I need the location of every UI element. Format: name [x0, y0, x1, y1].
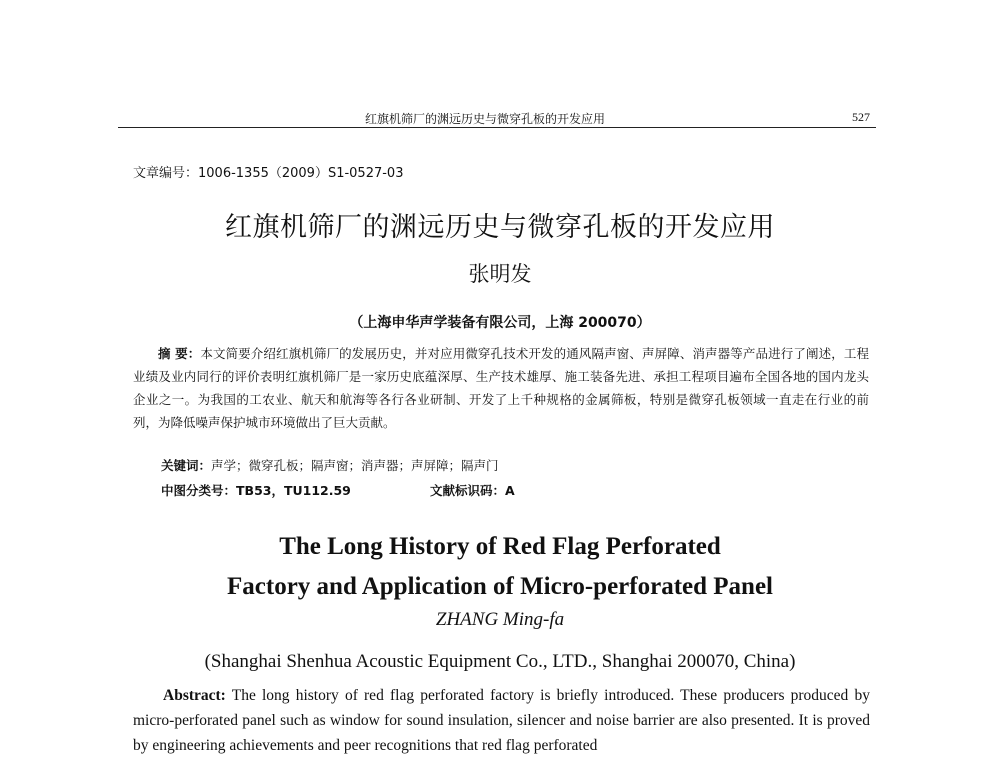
cn-keywords-label: 关键词：: [161, 458, 212, 473]
cn-doc-code: [430, 481, 515, 499]
en-title: [0, 527, 1000, 607]
cn-abstract: [133, 342, 869, 434]
cn-title: 红旗机筛厂的渊远历史与微穿孔板的开发应用: [225, 212, 775, 243]
cn-author: 张明发: [468, 262, 532, 286]
cn-keywords: [161, 456, 499, 474]
running-head-title: 红旗机筛厂的渊远历史与微穿孔板的开发应用: [365, 112, 606, 126]
cn-affiliation: （上海申华声学装备有限公司，上海 200070）: [349, 315, 651, 331]
cn-doc-code-value: A: [505, 483, 515, 498]
cn-keywords-text: 声学；微穿孔板；隔声窗；消声器；声屏障；隔声门: [211, 458, 499, 473]
en-title-line1: The Long History of Red Flag Perforated: [279, 533, 721, 560]
cn-class-label: 中图分类号：: [161, 483, 237, 498]
header-rule: [118, 127, 876, 128]
cn-abstract-text: 本文简要介绍红旗机筛厂的发展历史，并对应用微穿孔技术开发的通风隔声窗、声屏障、消声器等产品进行了阐述，工程业绩及业内同行的评价表明红旗机筛厂是一家历史底蕴深厚、生产技术雄厚、施工装备先进、承担工程项目遍布全国各地的国内龙头企业之一。为我国的工农业、航天和航海等各行各业研制、开发了上千种规格的金属筛板，特别是微穿孔板领域一直走在行业的前列，为降低噪声保护城市环境做出了巨大贡献。: [133, 346, 869, 430]
running-head: [0, 108, 1000, 130]
en-abstract: [133, 683, 870, 758]
cn-class-code: TB53，TU112.59: [236, 483, 351, 498]
en-abstract-text: The long history of red flag perforated factory is briefly introduced. These producers produced by micro-perforated panel such as window for sound insulation, silencer and noise barrier are also presented. It is proved by engineering achievements and peer recognitions that red flag perforated: [133, 687, 870, 754]
en-title-line2: Factory and Application of Micro-perforated Panel: [227, 573, 773, 600]
en-abstract-label: Abstract:: [163, 687, 226, 704]
en-author: ZHANG Ming-fa: [435, 609, 565, 630]
en-affiliation: (Shanghai Shenhua Acoustic Equipment Co., LTD., Shanghai 200070, China): [204, 651, 796, 672]
article-number: 文章编号：1006-1355（2009）S1-0527-03: [133, 166, 404, 181]
cn-classification: [161, 481, 515, 499]
page-number: 527: [852, 110, 870, 124]
cn-doc-code-label: 文献标识码：: [430, 483, 506, 498]
cn-abstract-label: 摘 要：: [158, 346, 201, 361]
